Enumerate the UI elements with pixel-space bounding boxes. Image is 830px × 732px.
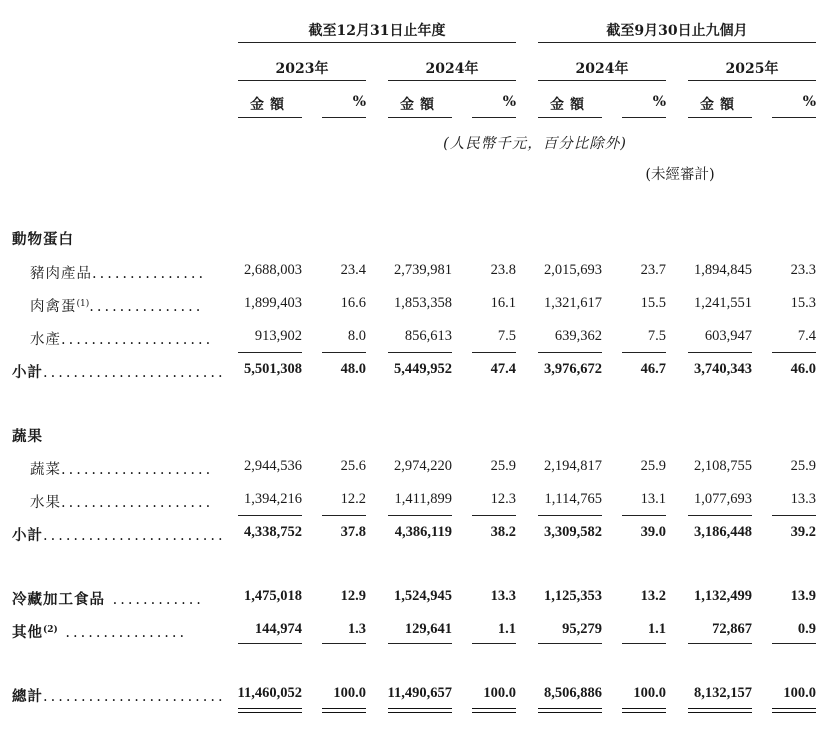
sub-rule [538, 117, 602, 118]
percent-cell: 39.2 [790, 524, 816, 540]
percent-cell: 46.7 [640, 361, 666, 377]
amount-cell: 1,125,353 [544, 588, 602, 604]
sum-rule [322, 643, 366, 644]
double-rule [322, 708, 366, 713]
amount-cell: 1,114,765 [544, 491, 602, 507]
amount-cell: 1,524,945 [394, 588, 452, 604]
period-9m-rule [538, 42, 816, 43]
double-rule [622, 708, 666, 713]
amount-cell: 72,867 [712, 621, 752, 637]
percent-header: % [652, 94, 666, 110]
amount-cell: 1,241,551 [694, 295, 752, 311]
percent-header: % [352, 94, 366, 110]
year-header-2024-9m: 2024年 [575, 61, 629, 77]
amount-cell: 3,976,672 [544, 361, 602, 377]
amount-cell: 2,944,536 [244, 458, 302, 474]
percent-cell: 38.2 [490, 524, 516, 540]
period-fy-header: 截至12月31日止年度 [308, 23, 446, 39]
sum-rule [772, 352, 816, 353]
row-label: 其他$^{(2)}$ ................ [12, 624, 188, 641]
percent-cell: 23.7 [640, 262, 666, 278]
percent-cell: 25.6 [340, 458, 366, 474]
amount-header: 金額 [400, 97, 440, 113]
percent-cell: 23.3 [790, 262, 816, 278]
percent-cell: 7.4 [797, 328, 816, 344]
double-rule [238, 708, 302, 713]
percent-cell: 16.6 [340, 295, 366, 311]
period-9m-header: 截至9月30日止九個月 [606, 23, 748, 39]
amount-cell: 4,386,119 [394, 524, 452, 540]
amount-cell: 8,132,157 [694, 685, 752, 701]
percent-cell: 12.9 [340, 588, 366, 604]
percent-header: % [802, 94, 816, 110]
percent-cell: 12.3 [490, 491, 516, 507]
amount-header: 金額 [700, 97, 740, 113]
amount-cell: 2,108,755 [694, 458, 752, 474]
percent-cell: 25.9 [640, 458, 666, 474]
amount-cell: 2,688,003 [244, 262, 302, 278]
sum-rule [688, 352, 752, 353]
amount-cell: 2,739,981 [394, 262, 452, 278]
percent-cell: 16.1 [490, 295, 516, 311]
row-label: 水產.................... [30, 332, 214, 348]
percent-cell: 100.0 [633, 685, 666, 701]
amount-cell: 1,853,358 [394, 295, 452, 311]
amount-cell: 1,475,018 [244, 588, 302, 604]
percent-cell: 1.1 [647, 621, 666, 637]
amount-cell: 1,394,216 [244, 491, 302, 507]
sum-rule [388, 515, 452, 516]
percent-cell: 8.0 [347, 328, 366, 344]
amount-cell: 856,613 [404, 328, 452, 344]
amount-cell: 144,974 [254, 621, 302, 637]
period-fy-rule [238, 42, 516, 43]
percent-cell: 46.0 [790, 361, 816, 377]
sum-rule [322, 515, 366, 516]
amount-header: 金額 [250, 97, 290, 113]
amount-cell: 603,947 [704, 328, 752, 344]
sum-rule [238, 515, 302, 516]
year-header-2024-fy: 2024年 [425, 61, 479, 77]
percent-cell: 100.0 [483, 685, 516, 701]
amount-cell: 3,309,582 [544, 524, 602, 540]
double-rule [688, 708, 752, 713]
percent-cell: 39.0 [640, 524, 666, 540]
percent-cell: 13.2 [640, 588, 666, 604]
percent-cell: 25.9 [790, 458, 816, 474]
sum-rule [388, 643, 452, 644]
amount-cell: 2,974,220 [394, 458, 452, 474]
sub-rule [322, 117, 366, 118]
amount-cell: 3,186,448 [694, 524, 752, 540]
unaudited-note: (未經審計) [645, 167, 715, 183]
percent-cell: 7.5 [497, 328, 516, 344]
amount-cell: 2,015,693 [544, 262, 602, 278]
sum-rule [622, 352, 666, 353]
double-rule [472, 708, 516, 713]
sub-rule [622, 117, 666, 118]
row-label: 蔬菜.................... [30, 462, 214, 478]
amount-cell: 8,506,886 [544, 685, 602, 701]
percent-cell: 23.8 [490, 262, 516, 278]
percent-cell: 48.0 [340, 361, 366, 377]
year-header-2023: 2023年 [275, 61, 329, 77]
percent-cell: 13.9 [790, 588, 816, 604]
row-label: 豬肉產品............... [30, 266, 207, 282]
percent-cell: 13.3 [490, 588, 516, 604]
sum-rule [538, 515, 602, 516]
sum-rule [238, 643, 302, 644]
percent-cell: 13.1 [640, 491, 666, 507]
percent-cell: 100.0 [783, 685, 816, 701]
section-title-animal-protein: 動物蛋白 [12, 231, 74, 248]
subtotal-label: 小計........................ [12, 527, 226, 544]
row-label: 肉禽蛋$^{(1)}$............... [30, 299, 204, 315]
row-label: 水果.................... [30, 495, 214, 511]
amount-cell: 1,132,499 [694, 588, 752, 604]
sum-rule [538, 643, 602, 644]
sub-rule [388, 117, 452, 118]
sum-rule [622, 643, 666, 644]
amount-cell: 1,894,845 [694, 262, 752, 278]
total-label: 總計........................ [12, 688, 226, 705]
amount-cell: 5,501,308 [244, 361, 302, 377]
percent-cell: 25.9 [490, 458, 516, 474]
percent-cell: 15.3 [790, 295, 816, 311]
percent-cell: 15.5 [640, 295, 666, 311]
year-rule [538, 80, 666, 81]
year-rule [688, 80, 816, 81]
amount-cell: 639,362 [554, 328, 602, 344]
amount-cell: 913,902 [254, 328, 302, 344]
amount-cell: 4,338,752 [244, 524, 302, 540]
amount-cell: 5,449,952 [394, 361, 452, 377]
percent-cell: 7.5 [647, 328, 666, 344]
amount-cell: 1,321,617 [544, 295, 602, 311]
sum-rule [772, 643, 816, 644]
percent-cell: 23.4 [340, 262, 366, 278]
amount-cell: 11,460,052 [237, 685, 302, 701]
percent-cell: 1.3 [347, 621, 366, 637]
amount-cell: 2,194,817 [544, 458, 602, 474]
amount-cell: 11,490,657 [387, 685, 452, 701]
percent-cell: 13.3 [790, 491, 816, 507]
percent-cell: 37.8 [340, 524, 366, 540]
double-rule [772, 708, 816, 713]
year-rule [238, 80, 366, 81]
sub-rule [472, 117, 516, 118]
amount-cell: 1,077,693 [694, 491, 752, 507]
section-title-produce: 蔬果 [12, 428, 43, 445]
unit-note: (人民幣千元，百分比除外) [443, 136, 627, 152]
double-rule [388, 708, 452, 713]
sub-rule [772, 117, 816, 118]
percent-cell: 1.1 [497, 621, 516, 637]
sum-rule [688, 515, 752, 516]
sub-rule [238, 117, 302, 118]
percent-cell: 12.2 [340, 491, 366, 507]
sum-rule [322, 352, 366, 353]
sum-rule [472, 515, 516, 516]
amount-cell: 3,740,343 [694, 361, 752, 377]
year-header-2025: 2025年 [725, 61, 779, 77]
sum-rule [772, 515, 816, 516]
percent-cell: 100.0 [333, 685, 366, 701]
amount-cell: 95,279 [562, 621, 602, 637]
sum-rule [472, 643, 516, 644]
year-rule [388, 80, 516, 81]
sum-rule [388, 352, 452, 353]
sum-rule [622, 515, 666, 516]
amount-cell: 1,411,899 [394, 491, 452, 507]
sum-rule [688, 643, 752, 644]
amount-header: 金額 [550, 97, 590, 113]
sum-rule [238, 352, 302, 353]
sub-rule [688, 117, 752, 118]
subtotal-label: 小計........................ [12, 364, 226, 381]
amount-cell: 129,641 [404, 621, 452, 637]
sum-rule [472, 352, 516, 353]
percent-cell: 0.9 [797, 621, 816, 637]
percent-header: % [502, 94, 516, 110]
row-label: 冷藏加工食品 ............ [12, 591, 204, 608]
sum-rule [538, 352, 602, 353]
percent-cell: 47.4 [490, 361, 516, 377]
amount-cell: 1,899,403 [244, 295, 302, 311]
double-rule [538, 708, 602, 713]
